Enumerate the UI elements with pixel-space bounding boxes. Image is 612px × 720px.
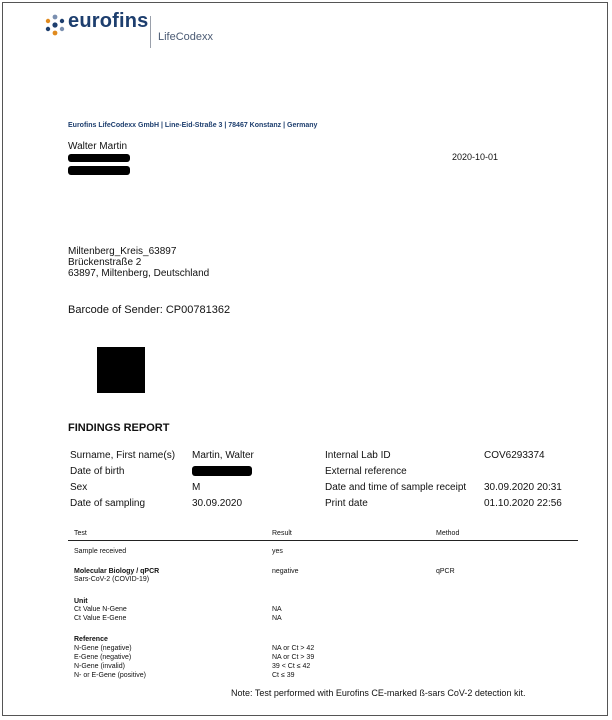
eurofins-dots-icon bbox=[44, 14, 66, 36]
unit-row-2-result: NA bbox=[272, 615, 282, 622]
reference-row-1-result: NA or Ct > 42 bbox=[272, 645, 315, 652]
unit-row-1-result: NA bbox=[272, 606, 282, 613]
reference-row-4-result: Ct ≤ 39 bbox=[272, 672, 295, 679]
unit-row-1-test: Ct Value N-Gene bbox=[74, 606, 127, 613]
eurofins-logo bbox=[44, 12, 254, 52]
letter-date: 2020-10-01 bbox=[452, 152, 499, 162]
print-date-value: 01.10.2020 22:56 bbox=[484, 498, 562, 509]
qr-code bbox=[97, 347, 145, 393]
redaction-bar bbox=[68, 154, 130, 162]
barcode-of-sender: Barcode of Sender: CP00781362 bbox=[68, 304, 231, 316]
address-line-1: Miltenberg_Kreis_63897 bbox=[68, 246, 177, 257]
reference-row-4-test: N- or E-Gene (positive) bbox=[74, 672, 146, 679]
reference-title: Reference bbox=[74, 636, 108, 643]
reference-row-1-test: N-Gene (negative) bbox=[74, 645, 132, 652]
print-date-label: Print date bbox=[325, 498, 368, 509]
molecular-sub: Sars-CoV-2 (COVID-19) bbox=[74, 576, 150, 583]
reference-row-3-test: N-Gene (invalid) bbox=[74, 663, 125, 670]
unit-row-2-test: Ct Value E-Gene bbox=[74, 615, 127, 622]
reference-row-3-result: 39 < Ct ≤ 42 bbox=[272, 663, 311, 670]
lab-id-label: Internal Lab ID bbox=[325, 450, 391, 461]
redaction-bar bbox=[192, 466, 252, 476]
receipt-label: Date and time of sample receipt bbox=[325, 482, 467, 493]
recipient-name: Walter Martin bbox=[68, 141, 128, 152]
th-test: Test bbox=[74, 530, 87, 537]
lab-id-value: COV6293374 bbox=[484, 450, 545, 461]
sampling-label: Date of sampling bbox=[70, 498, 146, 509]
surname-label: Surname, First name(s) bbox=[70, 450, 176, 461]
molecular-title: Molecular Biology / qPCR bbox=[74, 568, 160, 575]
redaction-bar bbox=[68, 166, 130, 175]
footnote: Note: Test performed with Eurofins CE-marked ß-sars CoV-2 detection kit. bbox=[231, 688, 526, 698]
sender-line: Eurofins LifeCodexx GmbH | Line-Eid-Straße 3 | 78467 Konstanz | Germany bbox=[68, 122, 318, 129]
external-reference-label: External reference bbox=[325, 466, 407, 477]
sampling-value: 30.09.2020 bbox=[192, 498, 243, 509]
logo-divider bbox=[150, 16, 151, 48]
th-result: Result bbox=[272, 530, 292, 537]
dob-label: Date of birth bbox=[70, 466, 125, 477]
reference-row-2-test: E-Gene (negative) bbox=[74, 654, 132, 661]
surname-value: Martin, Walter bbox=[192, 450, 254, 461]
logo-brand: eurofins bbox=[68, 10, 149, 32]
sample-received-test: Sample received bbox=[74, 548, 127, 555]
sample-received-result: yes bbox=[272, 548, 283, 555]
findings-report-title: FINDINGS REPORT bbox=[68, 422, 170, 434]
reference-row-2-result: NA or Ct > 39 bbox=[272, 654, 315, 661]
table-header-rule bbox=[68, 540, 578, 541]
logo-sub: LifeCodexx bbox=[158, 31, 214, 43]
unit-title: Unit bbox=[74, 598, 88, 605]
molecular-method: qPCR bbox=[436, 568, 455, 575]
sex-value: M bbox=[192, 482, 201, 493]
sex-label: Sex bbox=[70, 482, 88, 493]
address-line-2: Brückenstraße 2 bbox=[68, 257, 142, 268]
receipt-value: 30.09.2020 20:31 bbox=[484, 482, 562, 493]
molecular-result: negative bbox=[272, 568, 299, 575]
address-line-3: 63897, Miltenberg, Deutschland bbox=[68, 268, 210, 279]
th-method: Method bbox=[436, 530, 460, 537]
